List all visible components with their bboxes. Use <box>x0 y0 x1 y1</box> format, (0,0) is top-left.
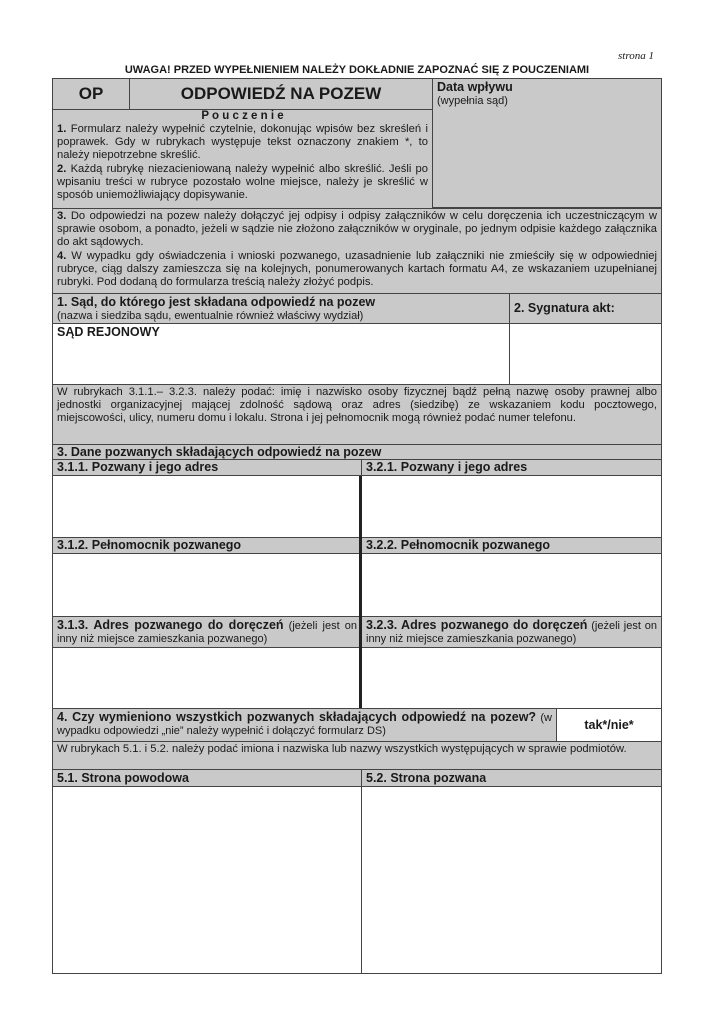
section-5-info-box <box>52 741 662 770</box>
field-3-2-1-title: 3.2.1. Pozwany i jego adres <box>366 460 528 474</box>
field-3-1-3-text <box>53 617 361 647</box>
field-3-1-1-header <box>52 459 362 476</box>
field-3-1-1-input[interactable] <box>52 475 362 538</box>
instruction-3 <box>53 209 661 250</box>
section-4-answer-box[interactable] <box>556 708 662 742</box>
field-5-2-title: 5.2. Strona pozwana <box>366 771 487 785</box>
section-3-divider <box>359 476 362 709</box>
field-3-1-3-header <box>52 616 362 648</box>
field-3-2-2-header <box>361 537 662 554</box>
warning-banner: UWAGA! PRZED WYPEŁNIENIEM NALEŻY DOKŁADNIE ZAPOZNAĆ SIĘ Z POUCZENIAMI <box>124 64 590 76</box>
form-code-box <box>52 78 130 110</box>
field-3-2-3-note: (jeżeli jest on inny niż miejsce zamieszkania pozwanego) <box>366 620 657 645</box>
page-number: strona 1 <box>618 50 654 62</box>
field-5-1-title: 5.1. Strona powodowa <box>57 771 189 785</box>
instruction-2 <box>53 163 432 203</box>
section-2-header <box>509 293 662 324</box>
section-3-header <box>52 444 662 460</box>
form-title-box <box>129 78 433 110</box>
field-5-2-input[interactable] <box>361 786 662 974</box>
field-5-1-header <box>52 769 362 787</box>
instruction-4-num: 4. <box>57 250 67 262</box>
case-signature-field[interactable] <box>509 323 662 385</box>
field-5-1-input[interactable] <box>52 786 362 974</box>
field-3-2-1-header <box>361 459 662 476</box>
field-3-1-3-note: (jeżeli jest on inny niż miejsce zamieszkania pozwanego) <box>57 620 357 645</box>
instruction-3-num: 3. <box>57 210 67 222</box>
section-4-answer: tak*/nie* <box>584 718 634 732</box>
section-4-note: (w wypadku odpowiedzi „nie” należy wypełnić i dołączyć formularz DS) <box>57 712 552 737</box>
field-3-2-3-text <box>362 617 661 647</box>
field-3-2-2-title: 3.2.2. Pełnomocnik pozwanego <box>366 538 551 552</box>
field-3-2-3-input[interactable] <box>361 647 662 709</box>
instruction-4-text: W wypadku gdy oświadczenia i wnioski pozwanego, uzasadnienie lub załączniki nie zmieściły się w odpowiedniej rubryce, ciąg dalszy zamieszcza się na kolejnych, ponumerowanych kartach formatu A4, ze wskazaniem uzupełnianej rubryki. Pod dodaną do formularza treścią należy złożyć podpis. <box>57 250 657 288</box>
section-2-title: 2. Sygnatura akt: <box>514 301 615 315</box>
instruction-2-text: Każdą rubrykę niezacieniowaną należy wypełnić albo skreślić. Jeśli po wpisaniu treści w rubryce pozostało wolne miejsce, należy je skreślić w sposób uniemożliwiający dopisywanie. <box>57 163 428 201</box>
field-3-2-3-header <box>361 616 662 648</box>
receipt-date-box <box>432 78 662 208</box>
instructions-box <box>53 110 432 208</box>
court-name-field[interactable] <box>52 323 510 385</box>
field-3-1-2-title: 3.1.2. Pełnomocnik pozwanego <box>57 538 242 552</box>
section-4-title: 4. Czy wymieniono wszystkich pozwanych składających odpowiedź na pozew? <box>57 710 537 724</box>
section-3-title: 3. Dane pozwanych składających odpowiedź na pozew <box>57 445 382 459</box>
field-3-1-3-title: 3.1.3. Adres pozwanego do doręczeń <box>57 618 284 632</box>
instruction-2-num: 2. <box>57 163 67 175</box>
field-3-1-1-title: 3.1.1. Pozwany i jego adres <box>57 460 219 474</box>
instructions-title: P o u c z e n i e <box>201 110 284 122</box>
parties-info-text: W rubrykach 3.1.1.– 3.2.3. należy podać: imię i nazwisko osoby fizycznej bądź pełną nazwę osoby prawnej albo jednostki organizacyjnej mającej zdolność sądową oraz adres (siedzibę) ze wskazaniem kodu pocztowego, miejscowości, ulicy, numeru domu i lokalu. Strona i jej pełnomocnik mogą również podać numer telefonu. <box>57 386 657 424</box>
field-3-2-2-input[interactable] <box>361 553 662 617</box>
field-3-1-2-header <box>52 537 362 554</box>
section-4-text <box>53 709 556 739</box>
field-3-1-3-input[interactable] <box>52 647 362 709</box>
section-1-header <box>52 293 510 324</box>
field-3-1-2-input[interactable] <box>52 553 362 617</box>
instruction-1 <box>53 123 432 163</box>
field-3-2-3-title: 3.2.3. Adres pozwanego do doręczeń <box>366 618 588 632</box>
parties-info-box <box>52 384 662 445</box>
instruction-3-text: Do odpowiedzi na pozew należy dołączyć jej odpisy i odpisy załączników w celu doręczenia ich uczestniczącym w sprawie osobom, a ponadto, jeżeli w sądzie nie złożono załączników w oryginale, po jednym odpisie każdego załącznika do akt sądowych. <box>57 210 657 248</box>
section-1-note: (nazwa i siedziba sądu, ewentualnie również właściwy wydział) <box>57 310 364 322</box>
field-3-2-1-input[interactable] <box>361 475 662 538</box>
section-1-title: 1. Sąd, do którego jest składana odpowiedź na pozew <box>57 295 376 309</box>
receipt-date-note: (wypełnia sąd) <box>437 95 508 107</box>
court-name-value: SĄD REJONOWY <box>57 325 160 339</box>
instruction-1-num: 1. <box>57 123 67 135</box>
field-5-2-header <box>361 769 662 787</box>
receipt-date-title: Data wpływu <box>437 80 513 94</box>
form-code: OP <box>78 84 104 103</box>
section-5-info-text: W rubrykach 5.1. i 5.2. należy podać imiona i nazwiska lub nazwy wszystkich występujących w sprawie podmiotów. <box>57 743 627 755</box>
instruction-1-text: Formularz należy wypełnić czytelnie, dokonując wpisów bez skreśleń i poprawek. Gdy w rubrykach występuje tekst oznaczony znakiem *, to należy niepotrzebne skreślić. <box>57 123 428 161</box>
instructions-box-wide <box>53 208 661 294</box>
form-title: ODPOWIEDŹ NA POZEW <box>180 84 382 103</box>
instruction-4 <box>53 250 661 290</box>
section-4-question-box <box>52 708 557 742</box>
